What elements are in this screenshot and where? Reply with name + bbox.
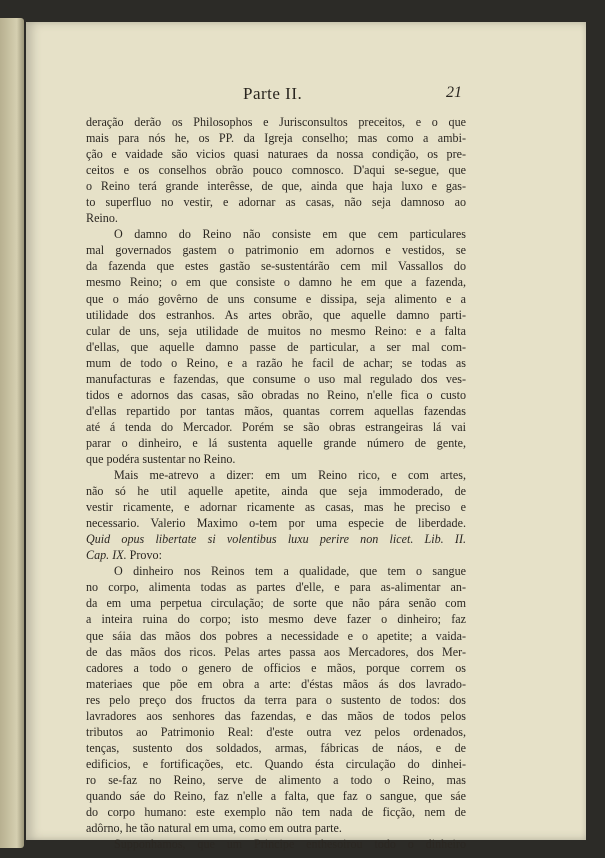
text-line: parar o dinheiro, e lá sustenta aquelle grande número de gente,: [86, 435, 466, 450]
latin-quote: Quid opus libertate si volentibus luxu perire non licet. Lib. II.: [86, 532, 466, 547]
text-line: O dinheiro nos Reinos tem a qualidade, que tem o sangue: [114, 564, 466, 579]
text-line: deração derão os Philosophos e Jurisconsultos preceitos, e o que: [86, 115, 466, 129]
text-line: a inteira ruina do corpo; isto mesmo deve fazer o dinheiro; faz: [86, 612, 466, 627]
text-line: to superfluo no vestir, e adornar as casas, não seja damnoso ao: [86, 195, 466, 210]
text-line: de das mãos dos ricos. Pelas artes passa aos Mercadores, dos Mer-: [86, 644, 466, 659]
text-line: ro se-faz no Reino, serve de alimento a todo o Reino, mas: [86, 772, 466, 787]
text-line: ceitos e os conselhos obrão pouco comnosco. D'aqui se-segue, que: [86, 163, 466, 178]
text-line: edificios, e fortificações, etc. Quando ésta circulação do dinhei-: [86, 756, 466, 771]
text-line: cadores a todo o genero de officios e mãos, porque correm os: [86, 660, 466, 675]
text-line: mais para nós he, os PP. da Igreja conselho; mas como a ambi-: [86, 131, 466, 146]
text-line: Reino.: [86, 211, 118, 226]
quote-citation: Cap. IX.: [86, 548, 127, 563]
text-line: mesmo Reino; o em que consiste o damno he em que a fazenda,: [86, 275, 466, 290]
text-line: d'ellas repartido por tantas mãos, quantas correm aquellas fazendas: [86, 403, 466, 418]
page-header: [26, 84, 586, 108]
text-line: que o máo govêrno de uns consume e dissipa, seja alimento e a: [86, 291, 466, 306]
body-text: [86, 114, 466, 852]
text-line: Mais me-atrevo a dizer: em um Reino rico, e com artes,: [114, 468, 466, 483]
text-line: até á tenda do Mercador. Porém se são obras estrangeiras lá vai: [86, 419, 466, 434]
text-line: O damno do Reino não consiste em que cem particulares: [114, 227, 466, 242]
paragraph: [86, 226, 466, 467]
text-line: tributos ao Patrimonio Real: d'este outra vez pelos ordenados,: [86, 724, 466, 739]
paragraph: [86, 563, 466, 836]
text-line: da fazenda que estes gastão se-sustentárão cem mil Vassallos do: [86, 259, 466, 274]
text-line: d'ellas, que aquelle damno passe de particular, a ser mal com-: [86, 339, 466, 354]
text-line: cular de uns, seja utilidade de muitos no mesmo Reino: e a falta: [86, 323, 466, 338]
text-line: vestir ricamente, e adornar ricamente as casas, mas he preciso e: [86, 500, 466, 515]
text-line: quando sáe do Reino, faz n'elle a falta, que faz o sangue, que sáe: [86, 788, 466, 803]
paragraph: [86, 836, 466, 852]
text-line: que sáia das mãos dos pobres a necessidade e o apetite; a vaida-: [86, 628, 466, 643]
text-line: mal governados gastem o patrimonio em adornos e vestidos, se: [86, 243, 466, 258]
paragraph: [86, 467, 466, 563]
text-line: ção e vaidade são vicios quasi naturaes da nossa condição, os pre-: [86, 147, 466, 162]
text-line: manufacturas e fazendas, que consume o uso mal regulado dos ves-: [86, 371, 466, 386]
text-line: [86, 547, 466, 563]
text-line: não só he util aquelle apetite, ainda que seja immoderado, de: [86, 484, 466, 499]
text-line: do corpo humano: este exemplo não tem nada de ficção, nem de: [86, 805, 466, 820]
text-line: mum de todo o Reino, e a razão he facil de achar; se todas as: [86, 355, 466, 370]
text-line: tenças, sustento dos soldados, armas, fábricas de náos, e de: [86, 740, 466, 755]
quote-tail: Provo:: [126, 548, 162, 563]
text-line: tidos e adornos das casas, são obradas no Reino, n'elle fica o custo: [86, 387, 466, 402]
running-title: Parte II.: [243, 84, 303, 103]
text-line: res pelo preço dos fructos da terra para o sustento de todos: dos: [86, 692, 466, 707]
text-line: Supponhamos, que um Principe enthesoirou todo o dinheiro: [114, 837, 466, 852]
page-number: 21: [446, 84, 462, 101]
facing-page-edge: [0, 18, 24, 848]
text-line: materiaes que põe em obra a arte: d'éstas mãos ás dos lavrado-: [86, 676, 466, 691]
text-line: que podéra sustentar no Reino.: [86, 451, 236, 466]
text-line: no corpo, alimenta todas as partes d'elle, e para as-alimentar an-: [86, 580, 466, 595]
text-line: o Reino terá grande interêsse, de que, ainda que haja luxo e gas-: [86, 179, 466, 194]
text-line: lavradores aos senhores das fazendas, e das mãos de todos pelos: [86, 708, 466, 723]
text-line: necessario. Valerio Maximo o-tem por uma especie de liberdade.: [86, 516, 466, 531]
paragraph: [86, 114, 466, 226]
text-line: da em uma perpetua circulação; de sorte que não pára senão com: [86, 596, 466, 611]
text-line: utilidade dos estranhos. As artes obrão, que aquelle damno parti-: [86, 307, 466, 322]
text-line: adôrno, he tão natural em uma, como em outra parte.: [86, 821, 342, 836]
book-page: [26, 22, 586, 852]
